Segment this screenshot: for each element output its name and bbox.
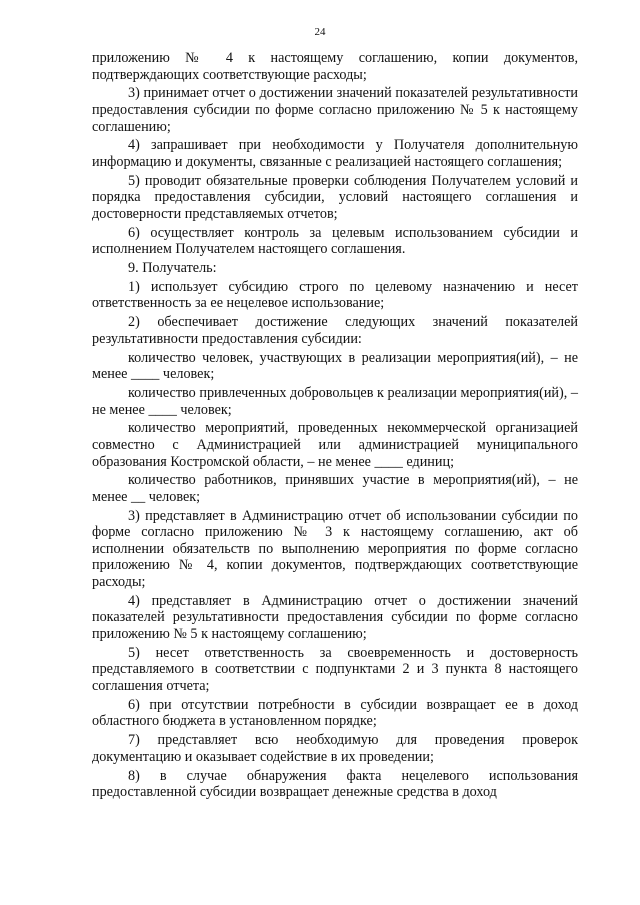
paragraph-p4: 6) осуществляет контроль за целевым использованием субсидии и исполнением Получателем настоящего соглашения. [92,224,578,258]
paragraph-p2: 4) запрашивает при необходимости у Получателя дополнительную информацию и документы, связанные с реализацией настоящего соглашения; [92,137,578,170]
paragraph-p15: 6) при отсутствии потребности в субсидии возвращает ее в доход областного бюджета в установленном порядке; [92,696,578,730]
paragraph-p10: количество мероприятий, проведенных некоммерческой организацией совместно с Администрацией или администрацией муниципального образования Костромской области, – не менее ____ единиц; [92,420,578,470]
paragraph-p11: количество работников, принявших участие в мероприятия(ий), – не менее __ человек; [92,472,578,505]
paragraph-p8: количество человек, участвующих в реализации мероприятия(ий), – не менее ____ человек; [92,349,578,383]
paragraph-p9: количество привлеченных добровольцев к реализации мероприятия(ий), – не менее ____ человек; [92,384,578,418]
paragraph-p12: 3) представляет в Администрацию отчет об использовании субсидии по форме согласно приложению № 3 к настоящему соглашению, акт об исполнении обязательств по выполнению мероприятия по форме согласно приложению № 4, копии документов, подтверждающих соответствующие расходы; [92,507,578,591]
paragraph-p13: 4) представляет в Администрацию отчет о достижении значений показателей результативности предоставления субсидии по форме согласно приложению № 5 к настоящему соглашению; [92,592,578,643]
paragraph-p7: 2) обеспечивает достижение следующих значений показателей результативности предоставления субсидии: [92,314,578,347]
paragraph-p17: 8) в случае обнаружения факта нецелевого использования предоставленной субсидии возвращает денежные средства в доход [92,767,578,801]
paragraph-p14: 5) несет ответственность за своевременность и достоверность представляемого в соответствии с подпунктами 2 и 3 пункта 8 настоящего соглашения отчета; [92,644,578,694]
paragraph-p0: приложению № 4 к настоящему соглашению, копии документов, подтверждающих соответствующие расходы; [92,50,578,83]
paragraph-p1: 3) принимает отчет о достижении значений показателей результативности предоставления субсидии по форме согласно приложению № 5 к настоящему соглашению; [92,85,578,135]
paragraph-p3: 5) проводит обязательные проверки соблюдения Получателем условий и порядка предоставления субсидии, условий настоящего соглашения и достоверности представляемых отчетов; [92,172,578,222]
paragraph-p16: 7) представляет всю необходимую для проведения проверок документацию и оказывает содействие в их проведении; [92,732,578,765]
paragraph-p6: 1) использует субсидию строго по целевому назначению и несет ответственность за ее нецелевое использование; [92,278,578,312]
paragraph-p5: 9. Получатель: [128,260,217,277]
page-number: 24 [314,26,326,38]
document-body [92,50,578,803]
